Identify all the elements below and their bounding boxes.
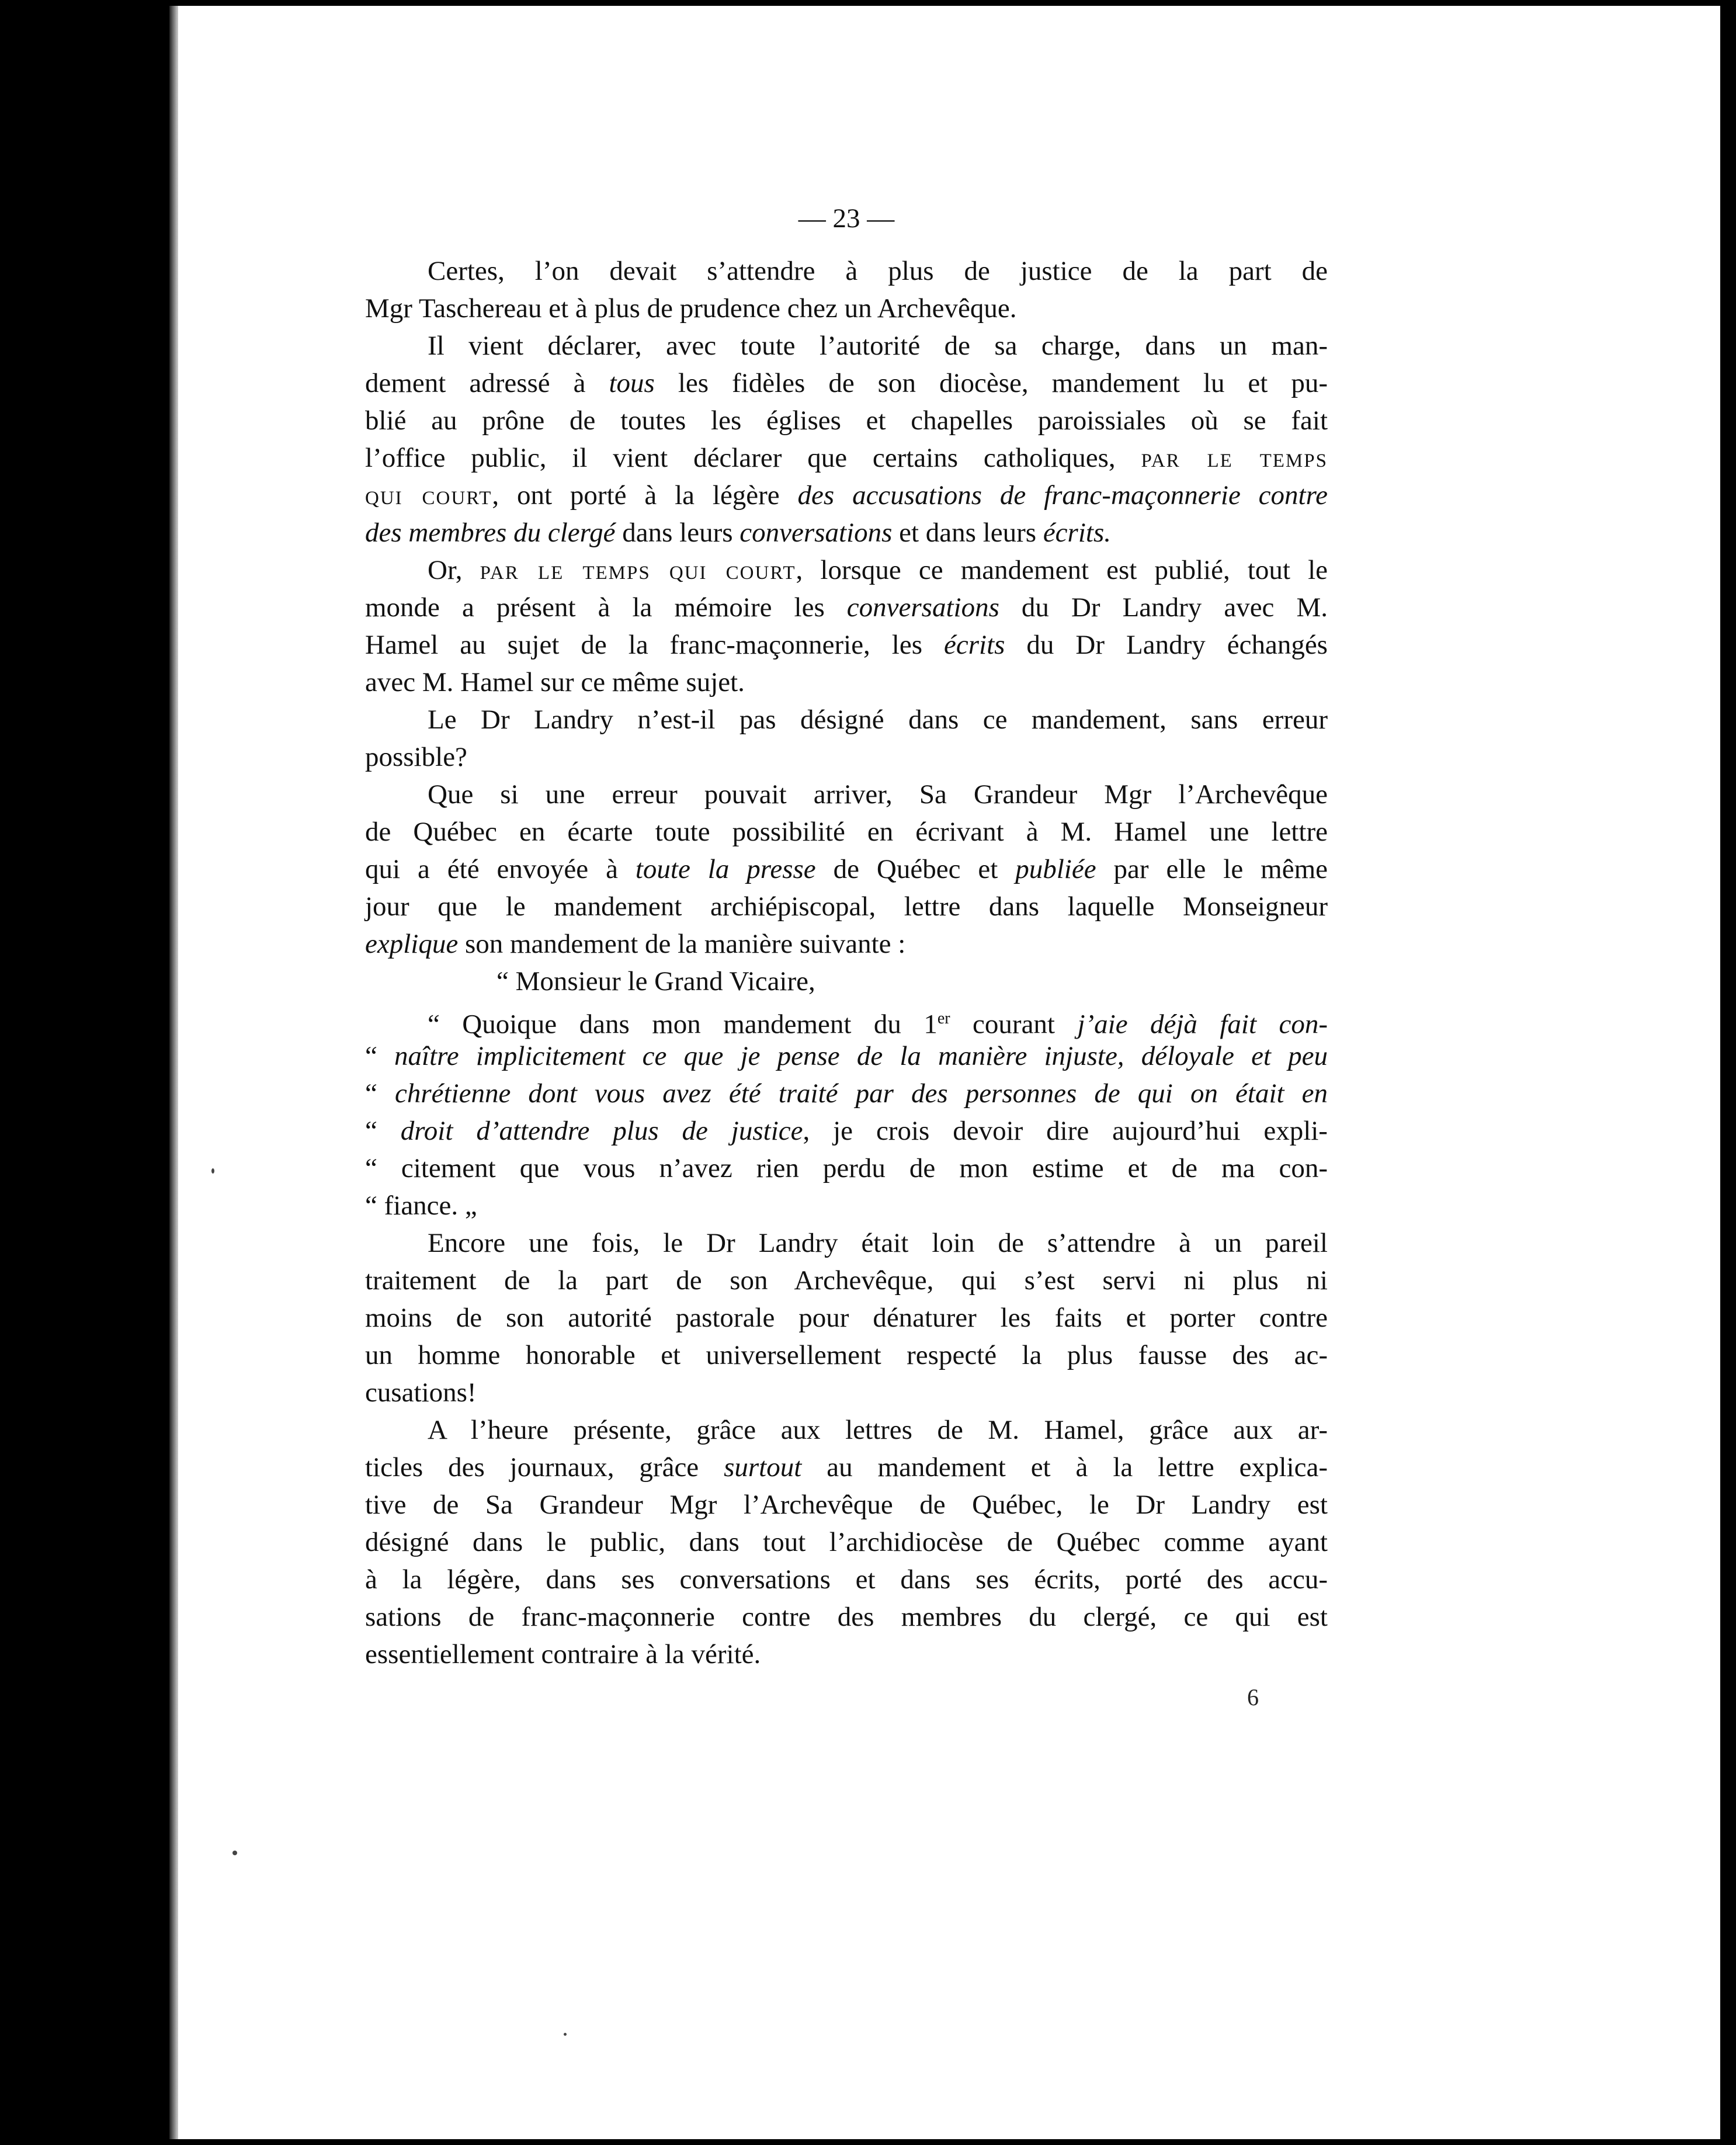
text-line: explique son mandement de la manière suivante : xyxy=(365,929,906,959)
text-line: “ citement que vous n’avez rien perdu de mon estime et de ma con- xyxy=(365,1153,1328,1183)
text-line: dement adressé à tous les fidèles de son diocèse, mandement lu et pu- xyxy=(365,368,1328,398)
text-line: jour que le mandement archiépiscopal, lettre dans laquelle Monseigneur xyxy=(365,891,1328,922)
text-line: un homme honorable et universellement respecté la plus fausse des ac- xyxy=(365,1340,1328,1370)
text-line: ticles des journaux, grâce surtout au mandement et à la lettre explica- xyxy=(365,1452,1328,1483)
text-line: Encore une fois, le Dr Landry était loin de s’attendre à un pareil xyxy=(428,1228,1328,1258)
text-line: monde a présent à la mémoire les conversations du Dr Landry avec M. xyxy=(365,592,1328,623)
text-line: Il vient déclarer, avec toute l’autorité de sa charge, dans un man- xyxy=(428,331,1328,361)
text-line: de Québec en écarte toute possibilité en écrivant à M. Hamel une lettre xyxy=(365,817,1328,847)
text-line: “ droit d’attendre plus de justice, je crois devoir dire aujourd’hui expli- xyxy=(365,1116,1328,1146)
text-line: possible? xyxy=(365,742,467,772)
scan-speck xyxy=(211,1168,214,1174)
page-right-edge xyxy=(1720,0,1736,2145)
text-line: blié au prône de toutes les églises et chapelles paroissiales où se fait xyxy=(365,405,1328,436)
text-line: sations de franc-maçonnerie contre des membres du clergé, ce qui est xyxy=(365,1602,1328,1632)
page-number: — 23 — xyxy=(798,203,895,234)
text-line: avec M. Hamel sur ce même sujet. xyxy=(365,667,745,697)
text-line: moins de son autorité pastorale pour dénaturer les faits et porter contre xyxy=(365,1303,1328,1333)
text-line: tive de Sa Grandeur Mgr l’Archevêque de Québec, le Dr Landry est xyxy=(365,1490,1328,1520)
text-line: l’office public, il vient déclarer que certains catholiques, par le temps xyxy=(365,443,1328,473)
text-line: à la légère, dans ses conversations et dans ses écrits, porté des accu- xyxy=(365,1564,1328,1595)
text-line: Or, par le temps qui court, lorsque ce mandement est publié, tout le xyxy=(428,555,1328,585)
text-line: Le Dr Landry n’est-il pas désigné dans ce mandement, sans erreur xyxy=(428,704,1328,735)
text-line: qui court, ont porté à la légère des accusations de franc-maçonnerie contre xyxy=(365,480,1328,511)
scan-speck xyxy=(232,1851,237,1855)
text-line: Certes, l’on devait s’attendre à plus de justice de la part de xyxy=(428,256,1328,286)
text-line: “ naître implicitement ce que je pense de la manière injuste, déloyale et peu xyxy=(365,1041,1328,1071)
text-line: “ Monsieur le Grand Vicaire, xyxy=(497,966,815,997)
text-line: désigné dans le public, dans tout l’archidiocèse de Québec comme ayant xyxy=(365,1527,1328,1557)
text-line: Hamel au sujet de la franc-maçonnerie, les écrits du Dr Landry échangés xyxy=(365,630,1328,660)
text-line: Que si une erreur pouvait arriver, Sa Grandeur Mgr l’Archevêque xyxy=(428,779,1328,810)
signature-mark: 6 xyxy=(1247,1684,1259,1710)
text-line: “ chrétienne dont vous avez été traité par des personnes de qui on était en xyxy=(365,1078,1328,1109)
text-line: essentiellement contraire à la vérité. xyxy=(365,1639,761,1670)
text-line: des membres du clergé dans leurs conversations et dans leurs écrits. xyxy=(365,518,1111,548)
text-line: cusations! xyxy=(365,1377,477,1408)
text-line: qui a été envoyée à toute la presse de Québec et publiée par elle le même xyxy=(365,854,1328,884)
text-line: Mgr Taschereau et à plus de prudence chez un Archevêque. xyxy=(365,293,1017,324)
text-line: traitement de la part de son Archevêque, qui s’est servi ni plus ni xyxy=(365,1265,1328,1296)
text-line: “ fiance. „ xyxy=(365,1190,477,1221)
text-line: A l’heure présente, grâce aux lettres de M. Hamel, grâce aux ar- xyxy=(428,1415,1328,1445)
text-line: “ Quoique dans mon mandement du 1er courant j’aie déjà fait con- xyxy=(428,1009,1328,1040)
scan-speck xyxy=(564,2033,567,2036)
